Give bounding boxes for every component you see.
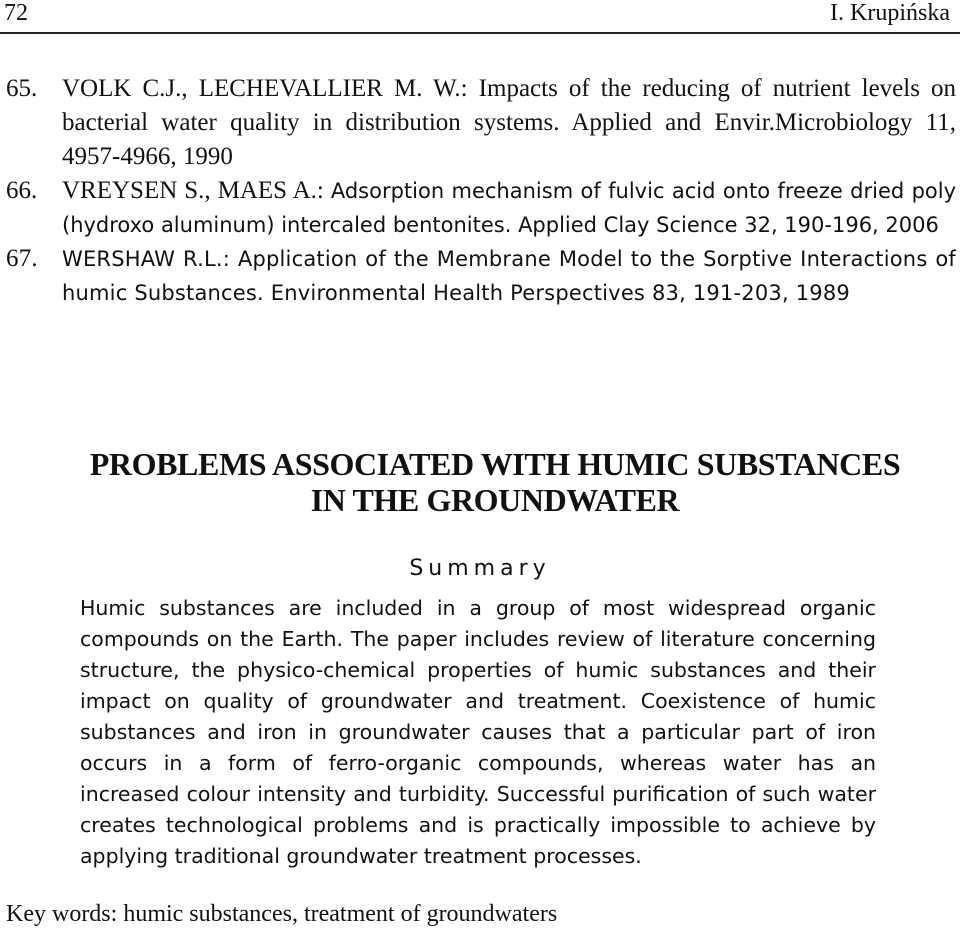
- reference-text: VOLK C.J., LECHEVALLIER M. W.: Impacts of the reducing of nutrient levels on bacterial water quality in distribution systems. Applied and Envir.Microbiology 11, 4957-4966, 1990: [62, 75, 956, 170]
- reference-text: WERSHAW R.L.: Application of the Membrane Model to the Sorptive Interactions of humic Substances. Environmental Health Perspectives 83, 191-203, 1989: [62, 247, 956, 305]
- reference-text-wrapper: [62, 174, 956, 242]
- reference-item: [6, 242, 956, 310]
- article-title: [0, 446, 960, 518]
- summary-heading: Summary: [409, 556, 551, 581]
- reference-item: [6, 72, 956, 174]
- reference-number: 65.: [6, 75, 38, 102]
- reference-item: [6, 174, 956, 242]
- reference-authors: VREYSEN S., MAES A.:: [62, 177, 324, 204]
- reference-text: Adsorption mechanism of fulvic acid onto freeze dried poly (hydroxo aluminum) intercaled bentonites. Applied Clay Science 32, 190-196, 2006: [62, 179, 957, 237]
- reference-list: [6, 72, 956, 310]
- reference-number: 66.: [6, 177, 38, 204]
- summary-paragraph: Humic substances are included in a group of most widespread organic compounds on the Earth. The paper includes review of literature concerning structure, the physico-chemical properties of humic substances and their impact on quality of groundwater and treatment. Coexistence of humic substances and iron in groundwater causes that a particular part of iron occurs in a form of ferro-organic compounds, whereas water has an increased colour intensity and turbidity. Successful purification of such water creates technological problems and is practically impossible to achieve by applying traditional groundwater treatment processes.: [80, 596, 876, 868]
- reference-number: 67.: [6, 245, 38, 272]
- page-number: 72: [4, 0, 28, 26]
- page-header: [0, 0, 960, 34]
- keywords-line: Key words: humic substances, treatment of groundwaters: [6, 901, 558, 927]
- title-line: PROBLEMS ASSOCIATED WITH HUMIC SUBSTANCES: [89, 446, 901, 482]
- running-author: I. Krupińska: [830, 0, 950, 26]
- title-line: IN THE GROUNDWATER: [310, 482, 680, 518]
